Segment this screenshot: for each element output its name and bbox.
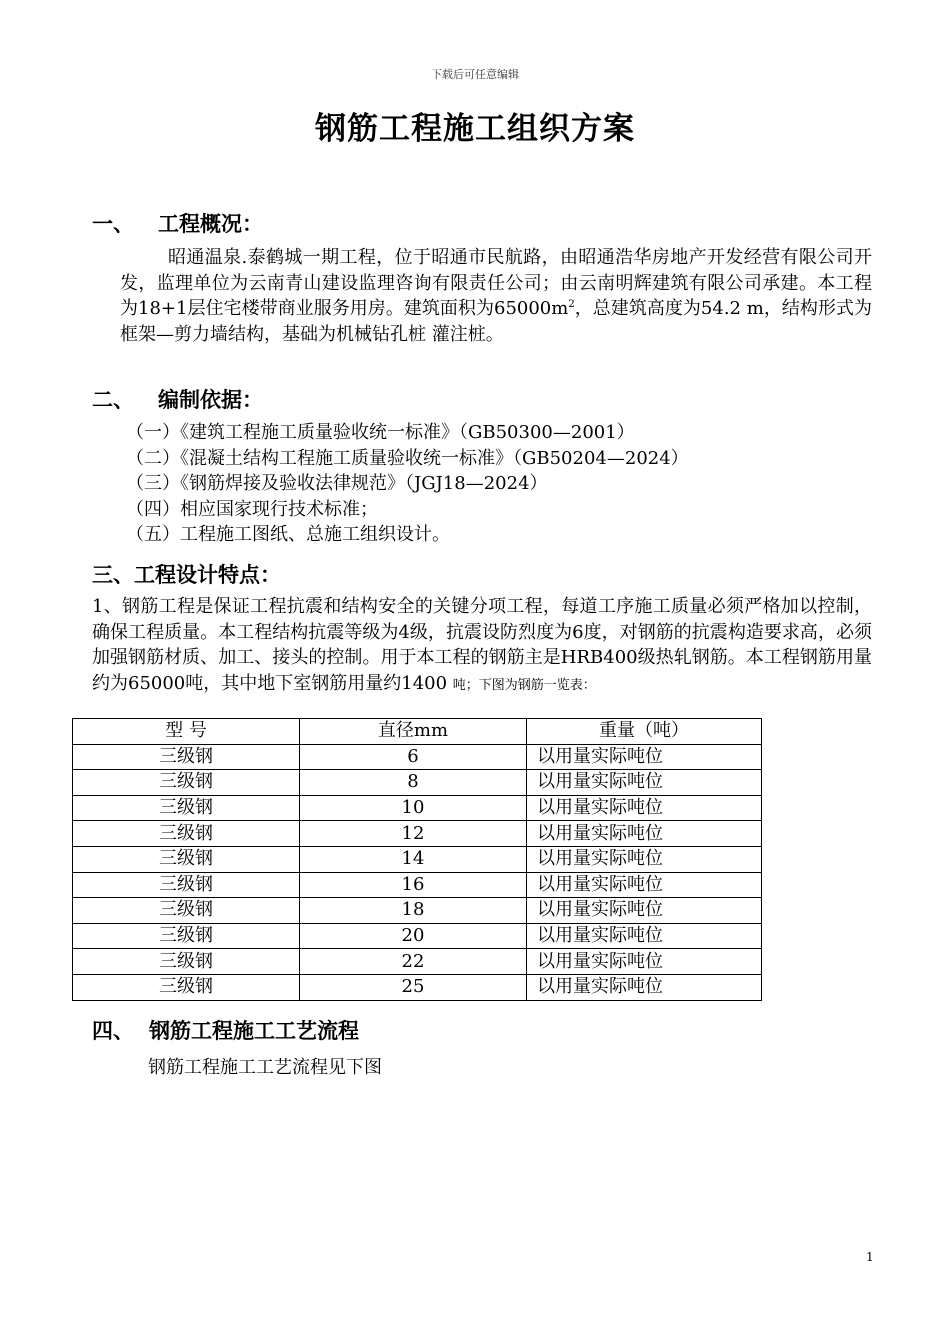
cell-weight: 以用量实际吨位: [527, 770, 762, 796]
section-4-heading: [92, 1015, 359, 1045]
superscript: 2: [568, 299, 575, 310]
cell-weight: 以用量实际吨位: [527, 846, 762, 872]
cell-weight: 以用量实际吨位: [527, 923, 762, 949]
cell-diameter: 6: [300, 744, 527, 770]
table-row: [73, 770, 762, 796]
basis-item: （一）《建筑工程施工质量验收统一标准》（GB50300—2001）: [126, 422, 635, 443]
section-1-title: 工程概况：: [158, 212, 263, 236]
header-cell-diameter: 直径mm: [300, 719, 527, 745]
rebar-table: [72, 718, 762, 1001]
section-2-title: 编制依据：: [158, 388, 263, 412]
cell-diameter: 20: [300, 923, 527, 949]
header-note: 下载后可任意编辑: [431, 68, 519, 81]
cell-type: 三级钢: [73, 795, 300, 821]
cell-weight: 以用量实际吨位: [527, 974, 762, 1000]
flow-note: 钢筋工程施工工艺流程见下图: [148, 1057, 382, 1078]
page-number: 1: [866, 1250, 874, 1264]
basis-list: [126, 420, 689, 548]
table-row: [73, 821, 762, 847]
section-4-title: 钢筋工程施工工艺流程: [149, 1019, 359, 1043]
cell-diameter: 16: [300, 872, 527, 898]
basis-item: （三）《钢筋焊接及验收法律规范》（JGJ18—2024）: [126, 473, 548, 494]
section-1-number: 一、: [92, 212, 134, 236]
cell-diameter: 14: [300, 846, 527, 872]
table-row: [73, 846, 762, 872]
cell-diameter: 10: [300, 795, 527, 821]
section-2-number: 二、: [92, 388, 134, 412]
cell-diameter: 18: [300, 898, 527, 924]
section-3-text-small: 吨；下图为钢筋一览表：: [452, 677, 596, 693]
table-header-row: [73, 719, 762, 745]
cell-type: 三级钢: [73, 872, 300, 898]
cell-diameter: 25: [300, 974, 527, 1000]
table-row: [73, 795, 762, 821]
table-row: [73, 898, 762, 924]
cell-weight: 以用量实际吨位: [527, 872, 762, 898]
table-row: [73, 923, 762, 949]
cell-type: 三级钢: [73, 744, 300, 770]
cell-type: 三级钢: [73, 898, 300, 924]
cell-type: 三级钢: [73, 923, 300, 949]
section-1-text-a: 昭通温泉.泰鹤城一期工程，位于昭通市民航路，由昭通浩华房地产开发经营有限公司开发，监理单位为云南青山建设监理咨询有限责任公司；由云南明辉建筑有限公司承建。本工程为18+1层住宅楼带商业服务用房。建筑面积为65000m: [120, 247, 872, 319]
section-1-text-b: ，总建筑高度为54.2 m，结构形式为框架—剪力墙结构，基础为机械钻孔桩 灌注桩。: [120, 298, 873, 345]
section-2-heading: [92, 384, 263, 414]
table-row: [73, 744, 762, 770]
cell-type: 三级钢: [73, 846, 300, 872]
section-1-heading: [92, 208, 263, 238]
header-cell-weight: 重量（吨）: [527, 719, 762, 745]
cell-diameter: 22: [300, 949, 527, 975]
basis-item: （五）工程施工图纸、总施工组织设计。: [126, 524, 450, 545]
cell-weight: 以用量实际吨位: [527, 949, 762, 975]
cell-diameter: 8: [300, 770, 527, 796]
cell-type: 三级钢: [73, 974, 300, 1000]
table-row: [73, 872, 762, 898]
table-row: [73, 974, 762, 1000]
cell-diameter: 12: [300, 821, 527, 847]
section-1-body: [120, 245, 872, 347]
cell-type: 三级钢: [73, 821, 300, 847]
cell-weight: 以用量实际吨位: [527, 821, 762, 847]
header-cell-type: 型 号: [73, 719, 300, 745]
cell-type: 三级钢: [73, 770, 300, 796]
cell-type: 三级钢: [73, 949, 300, 975]
document-title: 钢筋工程施工组织方案: [315, 111, 635, 147]
basis-item: （四）相应国家现行技术标准；: [126, 498, 378, 520]
section-3-body: [92, 594, 872, 698]
section-3-heading: [92, 559, 281, 589]
cell-weight: 以用量实际吨位: [527, 795, 762, 821]
cell-weight: 以用量实际吨位: [527, 898, 762, 924]
basis-item: （二）《混凝土结构工程施工质量验收统一标准》（GB50204—2024）: [126, 447, 689, 469]
section-4-number: 四、: [92, 1019, 134, 1043]
cell-weight: 以用量实际吨位: [527, 744, 762, 770]
section-3-text: 1、钢筋工程是保证工程抗震和结构安全的关键分项工程，每道工序施工质量必须严格加以控制，确保工程质量。本工程结构抗震等级为4级，抗震设防烈度为6度，对钢筋的抗震构造要求高，必须加强钢筋材质、加工、接头的控制。用于本工程的钢筋主是HRB400级热轧钢筋。本工程钢筋用量约为65000吨，其中地下室钢筋用量约1400: [92, 596, 872, 694]
table-row: [73, 949, 762, 975]
section-3-title: 三、工程设计特点：: [92, 563, 281, 587]
